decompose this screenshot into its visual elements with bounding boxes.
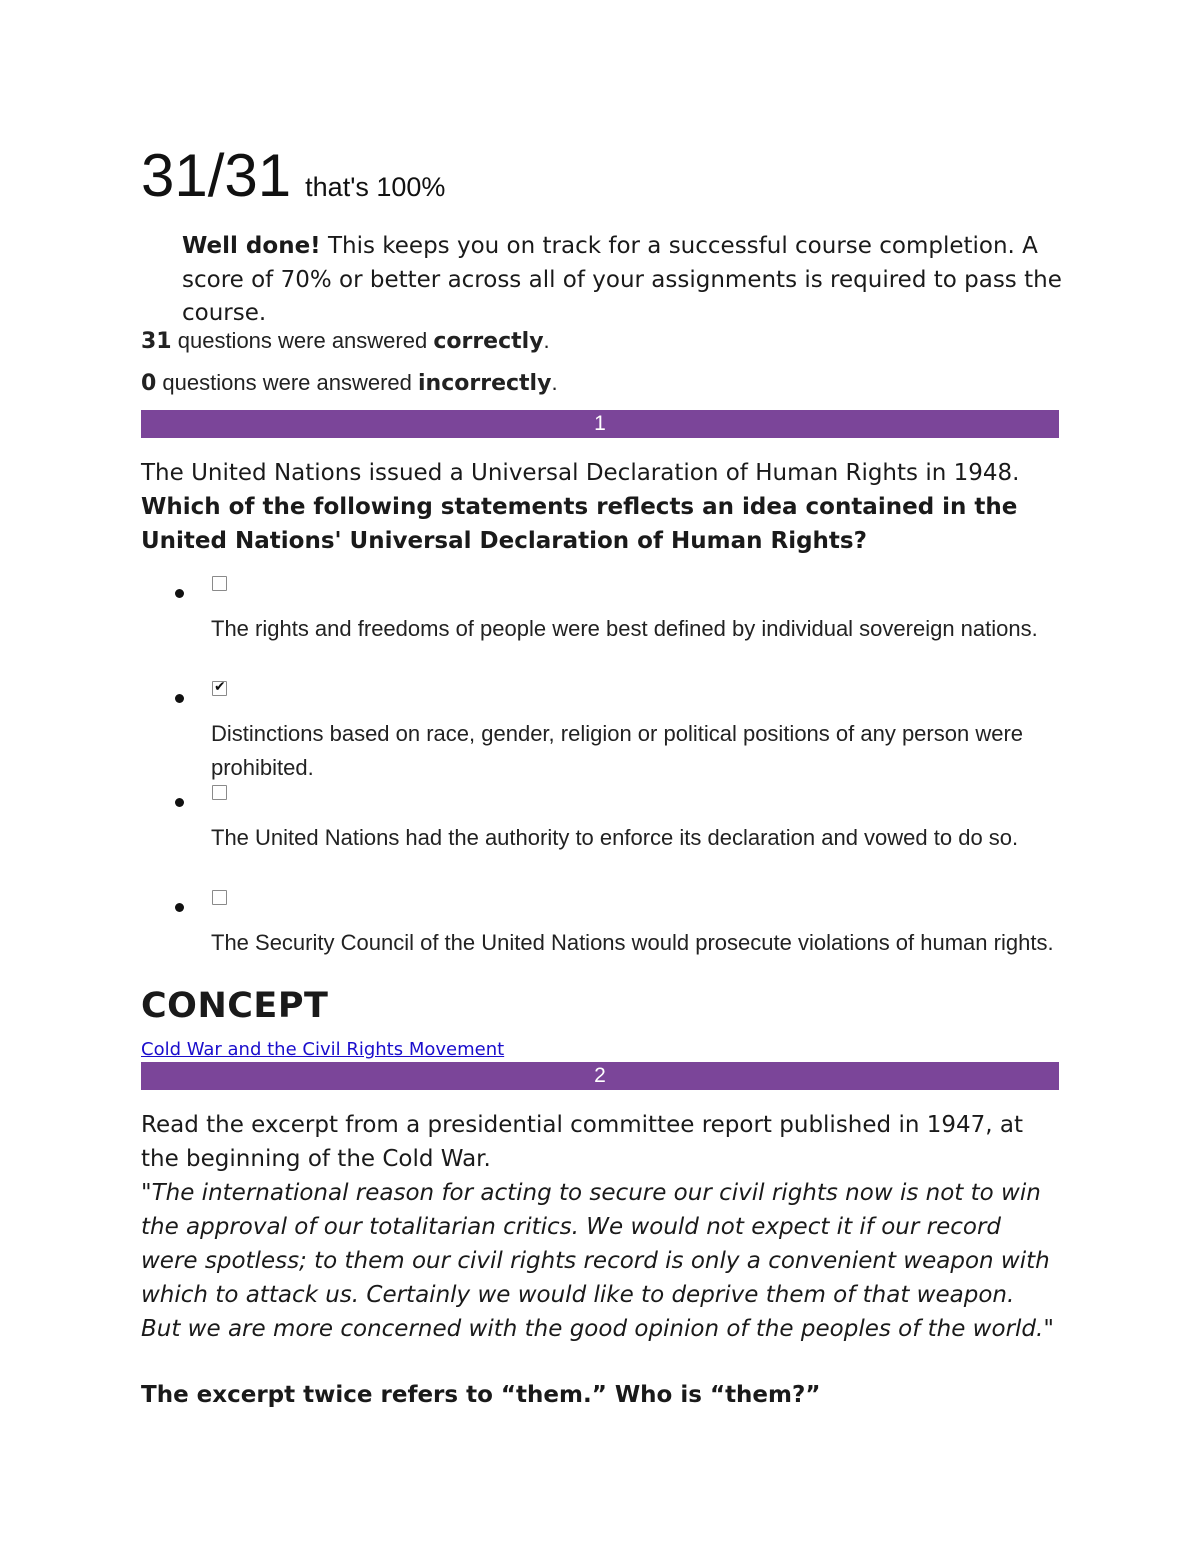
feedback-text: This keeps you on track for a successful course completion. A score of 70% or better across all of your assignments is required to pass the course. (182, 233, 1062, 326)
concept-heading: CONCEPT (141, 986, 329, 1026)
open-quote: " (141, 1180, 152, 1206)
answer-text: Distinctions based on race, gender, religion or political positions of any person were prohibited. (211, 721, 1024, 780)
checkmark-icon: ✔ (214, 679, 226, 695)
score-percent: that's 100% (305, 172, 446, 202)
excerpt-quote (141, 1176, 1059, 1346)
bullet-icon (175, 798, 184, 807)
score-summary (141, 140, 445, 212)
bullet-icon (175, 589, 184, 598)
score-fraction: 31/31 (141, 142, 292, 209)
correct-period: . (543, 328, 550, 353)
concept-link[interactable]: Cold War and the Civil Rights Movement (141, 1039, 505, 1060)
correct-prefix: questions were answered (171, 328, 434, 353)
close-quote: " (1043, 1316, 1054, 1342)
answer-text: The United Nations had the authority to enforce its declaration and vowed to do so. (211, 825, 1019, 850)
correct-count: 31 (141, 329, 172, 354)
question-intro: The United Nations issued a Universal Declaration of Human Rights in 1948. (141, 460, 1020, 486)
question-prompt: Which of the following statements reflects an idea contained in the United Nations' Universal Declaration of Human Rights? (141, 494, 1018, 554)
feedback-message (182, 230, 1062, 331)
answer-checkbox[interactable] (212, 785, 227, 800)
answer-checkbox[interactable] (212, 576, 227, 591)
bullet-icon (175, 903, 184, 912)
incorrect-count: 0 (141, 371, 157, 396)
question-text (141, 456, 1059, 558)
incorrect-stat (141, 370, 558, 396)
question-prompt: The excerpt twice refers to “them.” Who is “them?” (141, 1382, 821, 1408)
answer-text: The rights and freedoms of people were best defined by individual sovereign nations. (211, 616, 1038, 641)
question-intro: Read the excerpt from a presidential committee report published in 1947, at the beginning of the Cold War. (141, 1112, 1023, 1172)
answer-checkbox[interactable] (212, 890, 227, 905)
incorrect-period: . (551, 370, 558, 395)
answer-text: The Security Council of the United Nations would prosecute violations of human rights. (211, 930, 1054, 955)
question-number-bar: 2 (141, 1062, 1059, 1090)
excerpt-text: The international reason for acting to secure our civil rights now is not to win the approval of our totalitarian critics. We would not expect it if our record were spotless; to them our civil rights record is only a convenient weapon with which to attack us. Certainly we would like to deprive them of that weapon. But we are more concerned with the good opinion of the peoples of the world. (141, 1180, 1050, 1342)
feedback-bold: Well done! (182, 233, 321, 259)
correct-stat (141, 328, 550, 354)
correct-word: correctly (433, 329, 544, 354)
incorrect-word: incorrectly (418, 371, 552, 396)
answer-checkbox[interactable] (212, 681, 227, 696)
question-number-bar: 1 (141, 410, 1059, 438)
bullet-icon (175, 694, 184, 703)
incorrect-prefix: questions were answered (156, 370, 419, 395)
